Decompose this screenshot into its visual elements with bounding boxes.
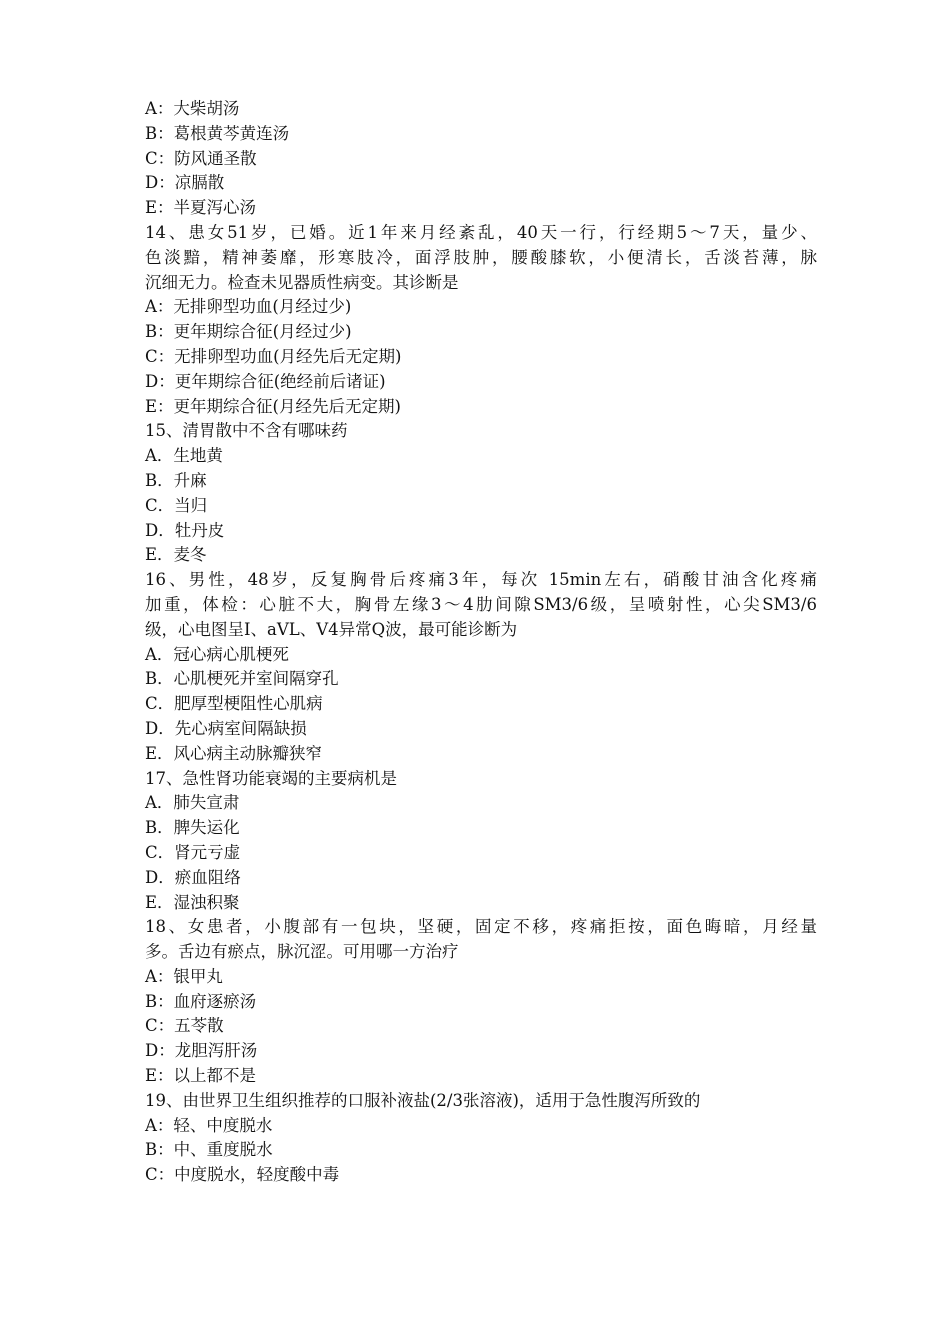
question-14-line-1: 14、患女51岁，已婚。近1年来月经紊乱，40天一行，行经期5～7天，量少、: [145, 222, 817, 242]
question-18-line-1: 18、女患者，小腹部有一包块，坚硬，固定不移，疼痛拒按，面色晦暗，月经量: [145, 917, 817, 937]
option-18a: A：银甲丸: [145, 966, 223, 986]
option-15b: B．升麻: [145, 470, 207, 490]
option-15a: A．生地黄: [145, 446, 223, 466]
option-16d: D．先心病室间隔缺损: [145, 718, 307, 738]
option-19c: C：中度脱水，轻度酸中毒: [145, 1165, 340, 1185]
option-17c: C．肾元亏虚: [145, 842, 241, 862]
option-16c: C．肥厚型梗阻性心肌病: [145, 694, 323, 714]
option-16b: B．心肌梗死并室间隔穿孔: [145, 669, 339, 689]
question-16-line-3: 级，心电图呈Ⅰ、aVL、V4异常Q波，最可能诊断为: [145, 619, 518, 639]
option-13d: D：凉膈散: [145, 173, 225, 193]
option-13a: A：大柴胡汤: [145, 99, 240, 118]
option-14a: A：无排卵型功血(月经过少): [145, 297, 352, 317]
option-19b: B：中、重度脱水: [145, 1140, 273, 1160]
option-17d: D．瘀血阻络: [145, 867, 241, 887]
option-15c: C．当归: [145, 495, 208, 515]
option-16e: E．风心病主动脉瓣狭窄: [145, 743, 323, 763]
question-17: 17、急性肾功能衰竭的主要病机是: [145, 768, 397, 788]
question-16-line-2: 加重，体检：心脏不大，胸骨左缘3～4肋间隙SM3/6级，呈喷射性，心尖SM3/6: [145, 594, 817, 614]
option-18c: C：五苓散: [145, 1016, 224, 1036]
option-19a: A：轻、中度脱水: [145, 1115, 273, 1135]
option-14e: E：更年期综合征(月经先后无定期): [145, 396, 401, 416]
document-page: [145, 97, 817, 1188]
option-18e: E：以上都不是: [145, 1066, 257, 1086]
option-17a: A．肺失宣肃: [145, 793, 240, 813]
option-18b: B：血府逐瘀汤: [145, 991, 257, 1011]
option-15e: E．麦冬: [145, 545, 207, 565]
option-14c: C：无排卵型功血(月经先后无定期): [145, 346, 402, 366]
question-18-line-2: 多。舌边有瘀点，脉沉涩。可用哪一方治疗: [145, 942, 459, 962]
option-13e: E：半夏泻心汤: [145, 198, 257, 218]
option-18d: D：龙胆泻肝汤: [145, 1041, 258, 1061]
question-19: 19、由世界卫生组织推荐的口服补液盐(2/3张溶液)，适用于急性腹泻所致的: [145, 1090, 701, 1110]
question-15: 15、清胃散中不含有哪味药: [145, 421, 348, 441]
option-16a: A．冠心病心肌梗死: [145, 644, 289, 664]
option-13b: B：葛根黄芩黄连汤: [145, 123, 290, 143]
question-14-line-3: 沉细无力。检查未见器质性病变。其诊断是: [145, 272, 459, 292]
option-14b: B：更年期综合征(月经过少): [145, 322, 352, 342]
question-14-line-2: 色淡黯，精神萎靡，形寒肢冷，面浮肢肿，腰酸膝软，小便清长，舌淡苔薄，脉: [145, 247, 817, 267]
option-14d: D：更年期综合征(绝经前后诸证): [145, 371, 386, 391]
option-17e: E．湿浊积聚: [145, 892, 240, 912]
option-15d: D．牡丹皮: [145, 520, 225, 540]
option-17b: B．脾失运化: [145, 818, 240, 838]
question-16-line-1: 16、男性，48岁，反复胸骨后疼痛3年，每次 15min左右，硝酸甘油含化疼痛: [145, 570, 817, 590]
option-13c: C：防风通圣散: [145, 148, 257, 168]
